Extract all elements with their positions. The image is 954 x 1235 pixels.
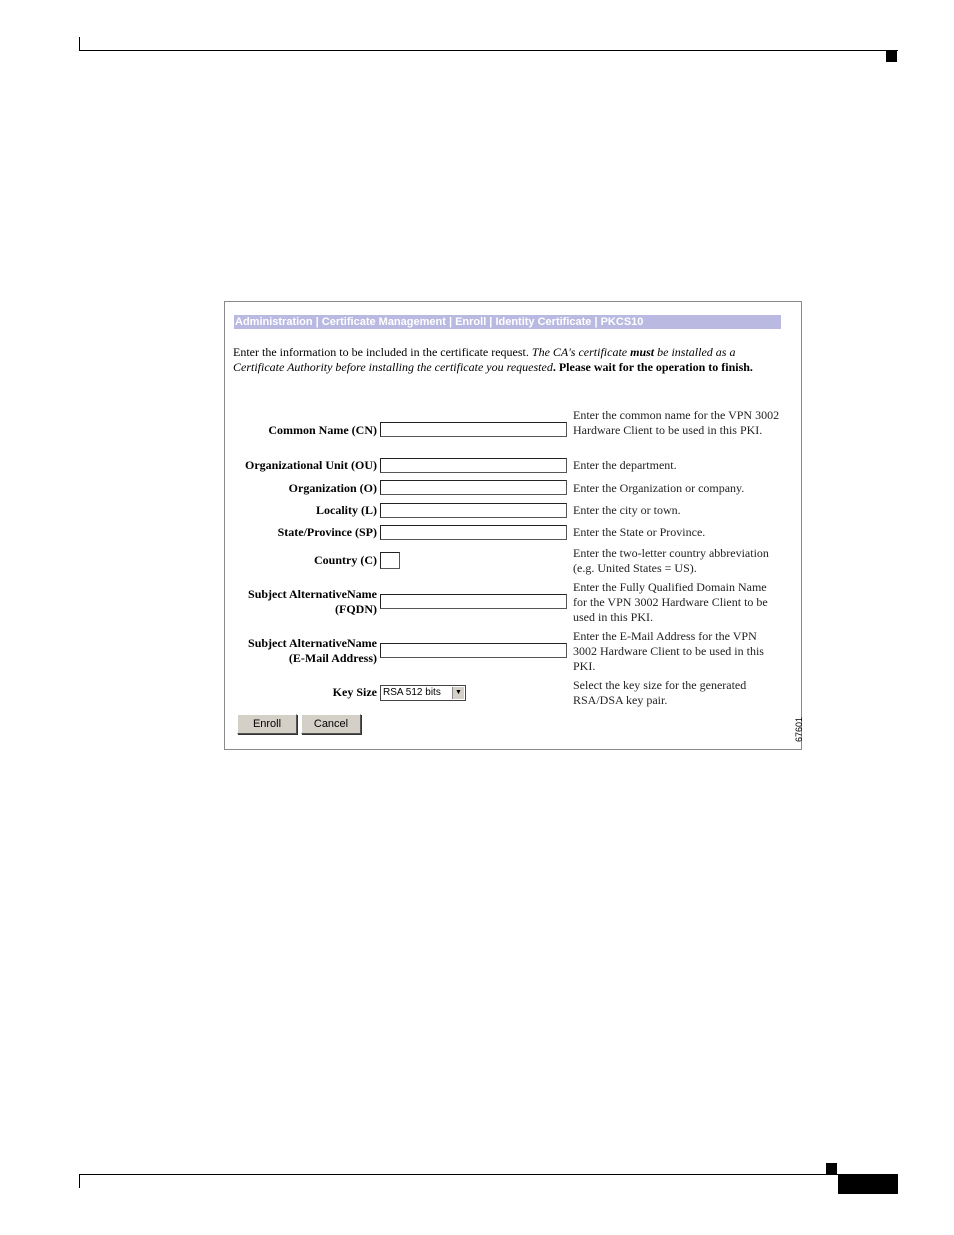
country-input[interactable]	[380, 552, 400, 569]
locality-label: Locality (L)	[316, 503, 377, 517]
intro-italic-1: The CA's certificate	[531, 345, 631, 359]
san-fqdn-input[interactable]	[380, 594, 567, 609]
san-email-label-line2: (E-Mail Address)	[288, 651, 377, 665]
intro-bold-tail: . Please wait for the operation to finish.	[552, 360, 753, 374]
footer-rule	[79, 1174, 898, 1175]
intro-bold-italic: must	[630, 345, 655, 359]
san-fqdn-label-line1: Subject AlternativeName	[248, 587, 377, 601]
state-label: State/Province (SP)	[277, 525, 377, 539]
san-fqdn-label-line2: (FQDN)	[335, 602, 377, 616]
state-desc: Enter the State or Province.	[573, 525, 706, 539]
organization-input[interactable]	[380, 480, 567, 495]
state-input[interactable]	[380, 525, 567, 540]
organization-label: Organization (O)	[288, 481, 377, 495]
common-name-input[interactable]	[380, 422, 567, 437]
country-desc: Enter the two-letter country abbreviation (e.g. United States = US).	[573, 546, 769, 575]
header-rule-tick	[79, 37, 80, 51]
screenshot-figure	[224, 301, 802, 750]
san-fqdn-desc: Enter the Fully Qualified Domain Name for the VPN 3002 Hardware Client to be used in this PKI.	[573, 580, 768, 624]
san-email-input[interactable]	[380, 643, 567, 658]
san-email-desc: Enter the E-Mail Address for the VPN 3002 Hardware Client to be used in this PKI.	[573, 629, 764, 673]
locality-desc: Enter the city or town.	[573, 503, 681, 517]
country-label: Country (C)	[314, 553, 377, 567]
common-name-label: Common Name (CN)	[268, 423, 377, 437]
footer-marker	[826, 1163, 837, 1174]
key-size-select[interactable]	[380, 685, 466, 701]
enroll-button[interactable]: Enroll	[237, 714, 297, 734]
header-rule	[79, 50, 898, 51]
locality-input[interactable]	[380, 503, 567, 518]
intro-italic-2: be installed as a Certificate Authority before installing the certificate you requested	[233, 345, 736, 374]
chevron-down-icon[interactable]: ▼	[452, 687, 464, 699]
san-email-label-line1: Subject AlternativeName	[248, 636, 377, 650]
org-unit-desc: Enter the department.	[573, 458, 677, 472]
intro-text	[233, 345, 773, 375]
cancel-button[interactable]: Cancel	[301, 714, 361, 734]
common-name-desc: Enter the common name for the VPN 3002 Hardware Client to be used in this PKI.	[573, 408, 780, 437]
key-size-desc: Select the key size for the generated RSA/DSA key pair.	[573, 678, 747, 707]
breadcrumb: Administration | Certificate Management | Enroll | Identity Certificate | PKCS10	[234, 315, 781, 329]
org-unit-label: Organizational Unit (OU)	[245, 458, 377, 472]
key-size-label: Key Size	[332, 685, 377, 699]
header-marker	[886, 51, 897, 62]
org-unit-input[interactable]	[380, 458, 567, 473]
figure-number: 67601	[794, 716, 804, 742]
key-size-value: RSA 512 bits	[383, 687, 441, 698]
page-tab	[838, 1175, 898, 1194]
intro-plain: Enter the information to be included in the certificate request.	[233, 345, 532, 359]
organization-desc: Enter the Organization or company.	[573, 481, 745, 495]
footer-rule-tick	[79, 1174, 80, 1188]
